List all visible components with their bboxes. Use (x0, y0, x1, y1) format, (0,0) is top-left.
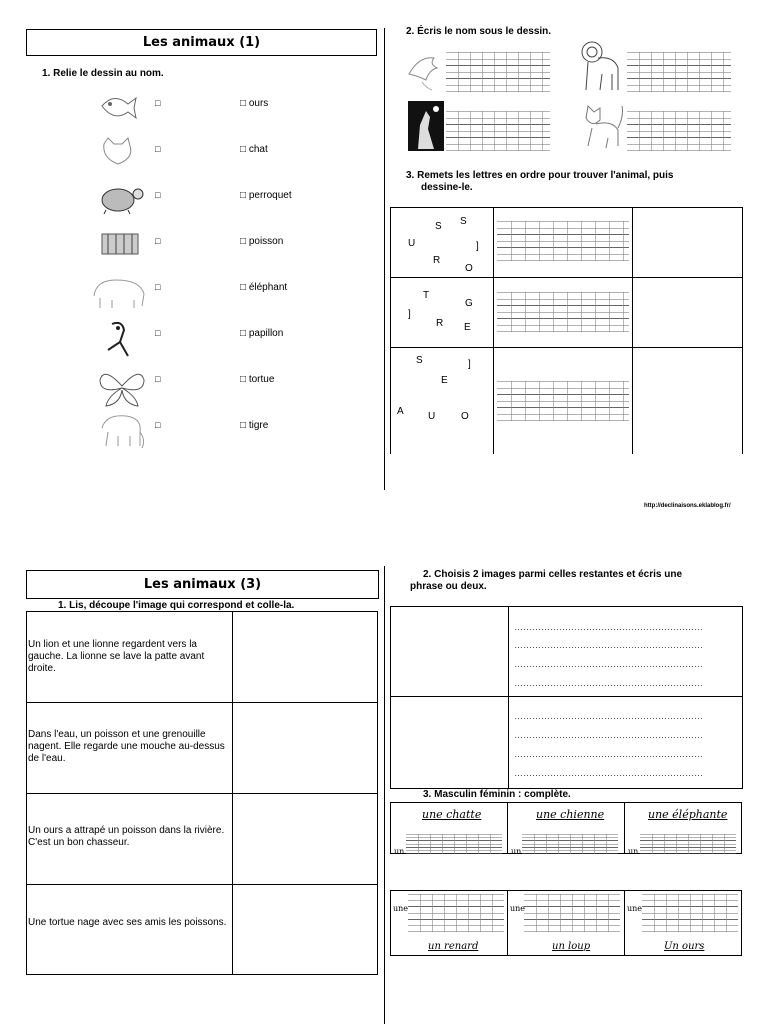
bear-icon (90, 274, 148, 321)
puzzle3-letter: E (441, 375, 448, 386)
animal-name-option[interactable]: □ poisson (240, 236, 284, 247)
question-3-line2: dessine-le. (421, 182, 473, 193)
dolphin-icon (404, 44, 444, 94)
match-dot-left[interactable]: □ (155, 144, 161, 154)
puzzle2-letter: ] (408, 309, 411, 320)
animal-name-option[interactable]: □ ours (240, 98, 269, 109)
sentence-table (390, 606, 743, 789)
writing-grid-lion (627, 52, 731, 92)
dotted-writing-line[interactable]: ……………………………………………………… (514, 749, 703, 759)
puzzle1-letter: U (408, 238, 416, 249)
source-url: http://declinaisons.eklablog.fr/ (644, 503, 731, 509)
prefix-label: une (510, 904, 526, 913)
dotted-writing-line[interactable]: ……………………………………………………… (514, 730, 703, 740)
elephant-icon (98, 412, 156, 459)
puzzle1-letter: O (465, 263, 473, 274)
reading-text-1: Un lion et une lionne regardent vers la gauche. La lionne se lave la patte avant droite. (28, 639, 205, 674)
dotted-writing-line[interactable]: ……………………………………………………… (514, 678, 703, 688)
feminine-word-3: une éléphante (648, 808, 728, 821)
match-dot-left[interactable]: □ (155, 236, 161, 246)
question-1: 1. Relie le dessin au nom. (42, 68, 164, 79)
turtle-icon (98, 182, 156, 229)
dotted-writing-line[interactable]: ……………………………………………………… (514, 622, 703, 632)
page-title: Les animaux (1) (26, 29, 377, 56)
writing-grid-cat (627, 111, 731, 151)
prefix-label: un (628, 847, 639, 856)
animal-name-option[interactable]: □ perroquet (240, 190, 292, 201)
puzzle1-letter: S (460, 216, 467, 227)
sentence-row-divider (390, 696, 743, 697)
question-2-bottom-line1: 2. Choisis 2 images parmi celles restantes et écris une (423, 569, 683, 580)
match-dot-left[interactable]: □ (155, 190, 161, 200)
dotted-writing-line[interactable]: ……………………………………………………… (514, 659, 703, 669)
gender-grid-4 (408, 894, 504, 932)
puzzle-row-divider-1 (390, 277, 743, 278)
puzzle2-letter: R (436, 318, 444, 329)
page-divider (384, 28, 385, 490)
match-dot-left[interactable]: □ (155, 282, 161, 292)
animal-name-option[interactable]: □ papillon (240, 328, 284, 339)
gender-grid-2 (522, 834, 618, 854)
puzzle-writing-grid-2 (497, 292, 629, 332)
lion-icon (578, 38, 624, 96)
puzzle1-letter: S (435, 221, 442, 232)
puzzle-col-divider-2 (632, 207, 633, 454)
animal-name-option[interactable]: □ tigre (240, 420, 269, 431)
match-dot-left[interactable]: □ (155, 98, 161, 108)
sentence-col-divider (508, 606, 509, 789)
puzzle3-letter: S (416, 355, 423, 366)
match-dot-left[interactable]: □ (155, 328, 161, 338)
reading-text-3: Un ours a attrapé un poisson dans la rivière. C'est un bon chasseur. (28, 825, 225, 848)
match-dot-left[interactable]: □ (155, 420, 161, 430)
gender-row1-divider (624, 802, 625, 854)
puzzle2-letter: T (423, 290, 430, 301)
puzzle2-letter: E (464, 322, 471, 333)
puzzle1-letter: R (433, 255, 441, 266)
reading-text-2: Dans l'eau, un poisson et une grenouille nagent. Elle regarde une mouche au-dessus de l'eau. (28, 729, 225, 764)
gender-row2-divider (507, 890, 508, 956)
puzzle3-letter: ] (468, 359, 471, 370)
prefix-label: une (393, 904, 409, 913)
feminine-word-2: une chienne (536, 808, 605, 821)
page-divider-bottom (384, 566, 385, 1024)
prefix-label: un (394, 847, 405, 856)
question-3-line1: 3. Remets les lettres en ordre pour trouver l'animal, puis (406, 170, 674, 181)
gender-grid-6 (642, 894, 738, 932)
puzzle3-letter: O (461, 411, 469, 422)
reading-row-divider (26, 793, 378, 794)
puzzle-writing-grid-3 (497, 381, 629, 421)
wolf-icon (408, 101, 444, 151)
puzzle2-letter: G (465, 298, 473, 309)
masculine-word-3: Un ours (664, 941, 705, 952)
gender-grid-5 (524, 894, 620, 932)
writing-grid-dolphin (446, 52, 550, 92)
dotted-writing-line[interactable]: ……………………………………………………… (514, 640, 703, 650)
gender-row2-divider (624, 890, 625, 956)
page-title-bottom: Les animaux (3) (26, 570, 379, 599)
gender-row1-divider (507, 802, 508, 854)
reading-row-divider (26, 884, 378, 885)
cat-icon (98, 136, 156, 183)
parrot-icon (98, 320, 156, 367)
cat-icon (578, 98, 624, 150)
animal-name-option[interactable]: □ chat (240, 144, 268, 155)
animal-name-option[interactable]: □ éléphant (240, 282, 288, 293)
puzzle3-letter: U (428, 411, 436, 422)
fish-icon (98, 90, 156, 137)
gender-grid-3 (640, 834, 736, 854)
question-2: 2. Écris le nom sous le dessin. (406, 26, 552, 37)
writing-grid-wolf (446, 111, 550, 151)
prefix-label: un (511, 847, 522, 856)
feminine-word-1: une chatte (422, 808, 482, 821)
tiger-icon (98, 228, 156, 275)
gender-grid-1 (406, 834, 502, 854)
masculine-word-2: un loup (552, 941, 591, 952)
puzzle-row-divider-2 (390, 347, 743, 348)
reading-row-divider (26, 702, 378, 703)
question-3-bottom: 3. Masculin féminin : complète. (423, 789, 571, 800)
dotted-writing-line[interactable]: ……………………………………………………… (514, 711, 703, 721)
question-1-bottom: 1. Lis, découpe l'image qui correspond et colle-la. (58, 600, 295, 611)
reading-text-4: Une tortue nage avec ses amis les poissons. (28, 917, 227, 928)
dotted-writing-line[interactable]: ……………………………………………………… (514, 768, 703, 778)
prefix-label: une (627, 904, 643, 913)
match-dot-left[interactable]: □ (155, 374, 161, 384)
masculine-word-1: un renard (428, 941, 479, 952)
puzzle-col-divider-1 (493, 207, 494, 454)
puzzle3-letter: A (397, 406, 404, 417)
animal-name-option[interactable]: □ tortue (240, 374, 275, 385)
puzzle1-letter: ] (476, 241, 479, 252)
butterfly-icon (98, 366, 156, 413)
puzzle-writing-grid-1 (497, 221, 629, 261)
question-2-bottom-line2: phrase ou deux. (410, 581, 487, 592)
